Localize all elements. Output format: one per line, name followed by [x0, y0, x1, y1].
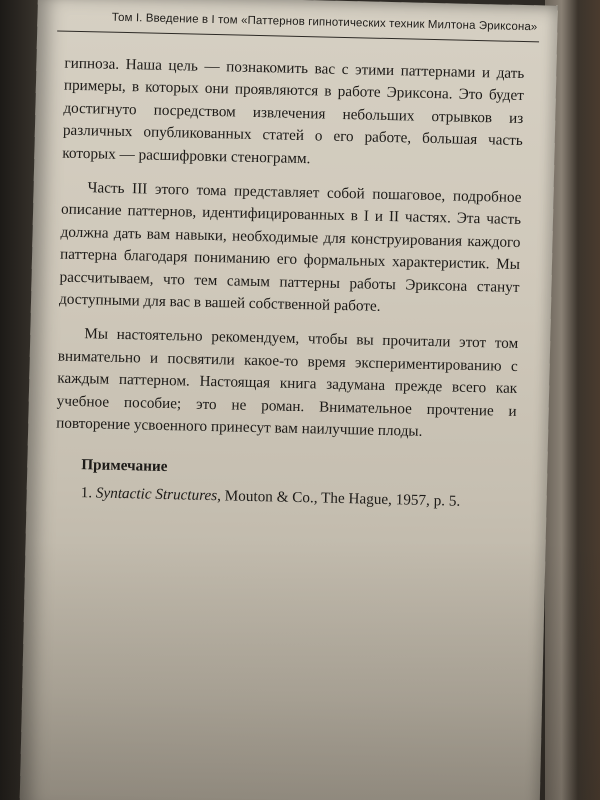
paragraph-1: гипноза. Наша цель — познакомить вас с этими паттернами и дать примеры, в которых они проявляются в работе Эриксона. Это будет достигнуто посредством извлечения небольших отрывков из различных опубликованных статей о его работе, большая часть которых — расшифровки стенограмм.: [62, 54, 525, 167]
note-rest: , Mouton & Co., The Hague, 1957, p. 5.: [217, 486, 461, 510]
paragraph-3: Мы настоятельно рекомендуем, чтобы вы прочитали этот том внимательно и посвятили какое-то время экспериментированию с каждым паттерном. Настоящая книга задумана прежде всего как учебное пособие; это не роман. Внимательное прочтение и повторение усвоенного принесут вам наилучшие плоды.: [56, 325, 519, 440]
body-text: [54, 53, 524, 514]
note-item: [80, 482, 514, 514]
book-page: [19, 0, 557, 800]
header-rule: [57, 30, 539, 42]
notes-heading: Примечание: [81, 455, 168, 475]
note-title: Syntactic Structures: [95, 483, 218, 504]
running-header: Том I. Введение в I том «Паттернов гипнотических техник Милтона Эриксона»: [111, 11, 538, 34]
paragraph-2: Часть III этого тома представляет собой пошаговое, подробное описание паттернов, идентифицированных в I и II частях. Эта часть должна дать вам навыки, необходимые для конструирования каждого паттерна благодаря пониманию его формальных характеристик. Мы рассчитываем, что тем самым паттерны работы Эриксона станут доступными для вас в вашей собственной работе.: [58, 179, 522, 315]
note-number: 1.: [80, 483, 97, 501]
